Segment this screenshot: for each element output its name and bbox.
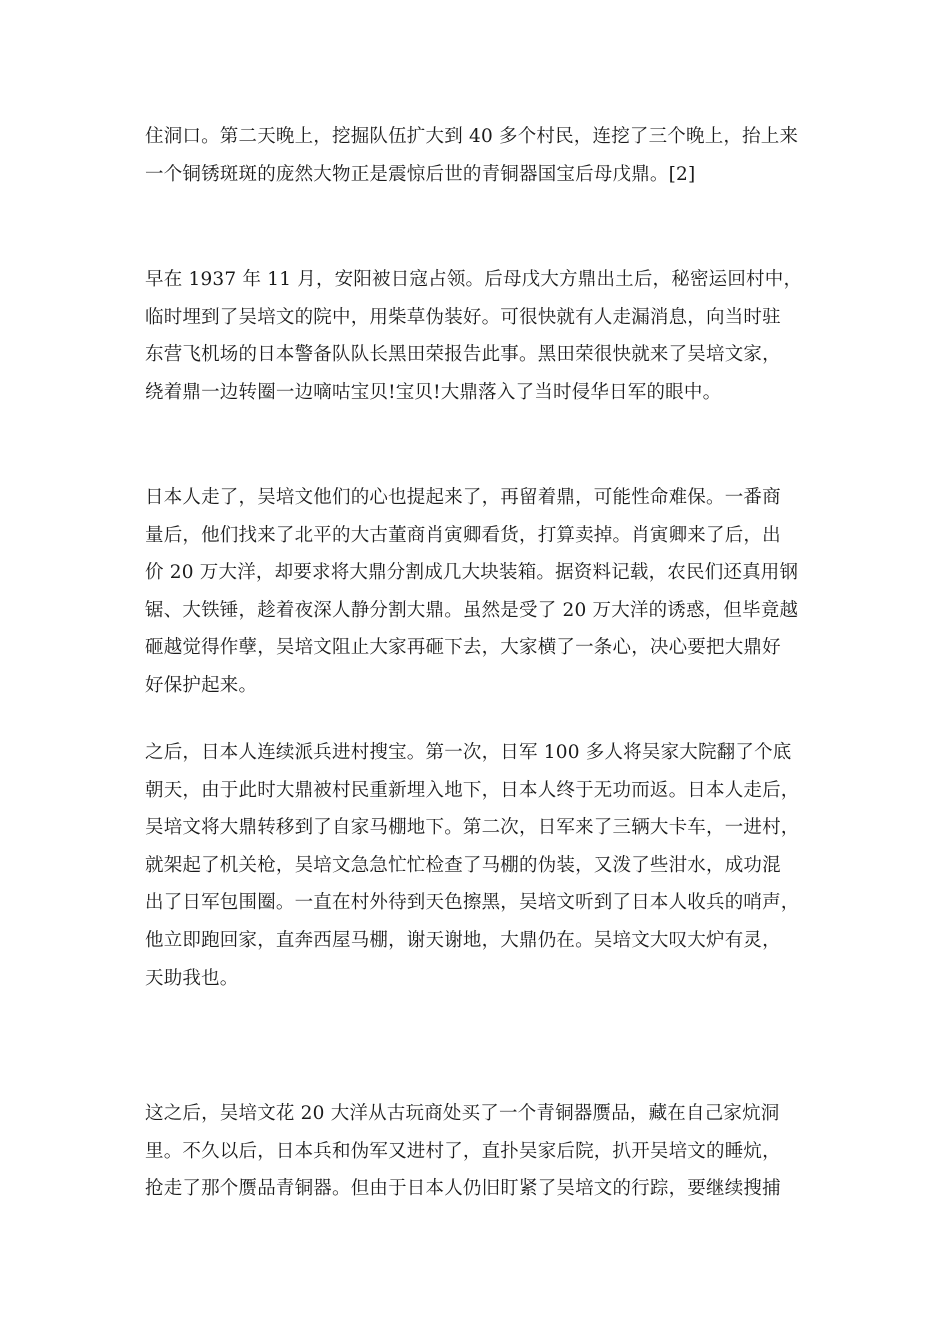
text-line: 量后，他们找来了北平的大古董商肖寅卿看货，打算卖掉。肖寅卿来了后，出 xyxy=(145,524,781,546)
text-line: 他立即跑回家，直奔西屋马棚，谢天谢地，大鼎仍在。吴培文大叹大炉有灵， xyxy=(145,929,781,951)
text-line: 吴培文将大鼎转移到了自家马棚地下。第二次，日军来了三辆大卡车，一进村， xyxy=(145,817,800,839)
text-line: 就架起了机关枪，吴培文急急忙忙检查了马棚的伪装，又泼了些泔水，成功混 xyxy=(145,854,781,876)
text-line: 好保护起来。 xyxy=(145,674,258,696)
text-line: 早在 1937 年 11 月，安阳被日寇占领。后母戊大方鼎出土后，秘密运回村中， xyxy=(145,269,803,290)
text-line: 一个铜锈斑斑的庞然大物正是震惊后世的青铜器国宝后母戊鼎。[2] xyxy=(145,163,696,185)
text-line: 出了日军包围圈。一直在村外待到天色擦黑，吴培文听到了日本人收兵的哨声， xyxy=(145,892,800,914)
text-line: 里。不久以后，日本兵和伪军又进村了，直扑吴家后院，扒开吴培文的睡炕， xyxy=(145,1140,781,1162)
paragraph-4 xyxy=(145,734,810,997)
text-line: 这之后，吴培文花 20 大洋从古玩商处买了一个青铜器赝品，藏在自己家炕洞 xyxy=(145,1103,780,1124)
text-line: 东营飞机场的日本警备队队长黑田荣报告此事。黑田荣很快就来了吴培文家， xyxy=(145,344,781,366)
paragraph-5 xyxy=(145,1095,810,1208)
paragraph-3 xyxy=(145,479,810,705)
text-line: 绕着鼎一边转圈一边嘀咕宝贝!宝贝!大鼎落入了当时侵华日军的眼中。 xyxy=(145,381,722,403)
paragraph-2 xyxy=(145,261,810,411)
paragraph-1 xyxy=(145,118,810,193)
text-line: 砸越觉得作孽，吴培文阻止大家再砸下去，大家横了一条心，决心要把大鼎好 xyxy=(145,637,781,659)
text-line: 日本人走了，吴培文他们的心也提起来了，再留着鼎，可能性命难保。一番商 xyxy=(145,487,781,508)
text-line: 天助我也。 xyxy=(145,967,239,989)
text-line: 临时埋到了吴培文的院中，用柴草伪装好。可很快就有人走漏消息，向当时驻 xyxy=(145,306,781,328)
text-line: 之后，日本人连续派兵进村搜宝。第一次，日军 100 多人将吴家大院翻了个底 xyxy=(145,742,792,763)
text-line: 锯、大铁锤，趁着夜深人静分割大鼎。虽然是受了 20 万大洋的诱惑，但毕竟越 xyxy=(145,599,799,621)
text-line: 朝天，由于此时大鼎被村民重新埋入地下，日本人终于无功而返。日本人走后， xyxy=(145,779,800,801)
text-line: 住洞口。第二天晚上，挖掘队伍扩大到 40 多个村民，连挖了三个晚上，抬上来 xyxy=(145,126,799,147)
text-line: 抢走了那个赝品青铜器。但由于日本人仍旧盯紧了吴培文的行踪，要继续搜捕 xyxy=(145,1178,781,1200)
text-line: 价 20 万大洋，却要求将大鼎分割成几大块装箱。据资料记载，农民们还真用钢 xyxy=(145,562,799,584)
